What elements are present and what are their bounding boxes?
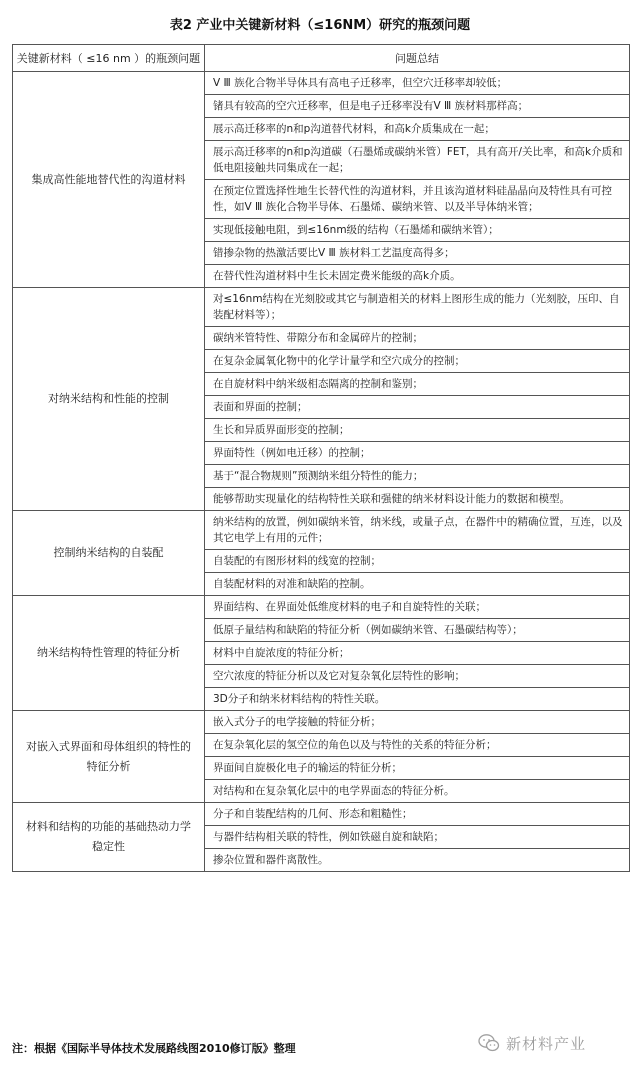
summary-cell: 在自旋材料中纳米级相态隔离的控制和鉴别； xyxy=(205,373,630,396)
summary-cell: 自装配的有图形材料的线宽的控制； xyxy=(205,550,630,573)
summary-cell: 锗具有较高的空穴迁移率，但是电子迁移率没有Ⅴ Ⅲ 族材料那样高； xyxy=(205,95,630,118)
summary-cell: 实现低接触电阻，到≤16nm级的结构（石墨烯和碳纳米管）； xyxy=(205,219,630,242)
table-title: 表2 产业中关键新材料（≤16NM）研究的瓶颈问题 xyxy=(169,18,471,33)
summary-cell: 展示高迁移率的n和p沟道碳（石墨烯或碳纳米管）FET，具有高开/关比率，和高k介质和低电阻接触共同集成在一起； xyxy=(205,141,630,180)
summary-cell: 材料中自旋浓度的特征分析； xyxy=(205,642,630,665)
summary-cell: 界面结构、在界面处低维度材料的电子和自旋特性的关联； xyxy=(205,596,630,619)
wechat-icon xyxy=(478,1033,500,1053)
category-cell: 集成高性能地替代性的沟道材料 xyxy=(13,72,205,288)
table-row xyxy=(13,72,630,95)
category-cell: 纳米结构特性管理的特征分析 xyxy=(13,596,205,711)
category-cell: 材料和结构的功能的基础热动力学稳定性 xyxy=(13,803,205,872)
header-col-summary: 问题总结 xyxy=(205,45,630,72)
summary-cell: 与器件结构相关联的特性，例如铁磁自旋和缺陷； xyxy=(205,826,630,849)
watermark xyxy=(478,1028,628,1058)
summary-cell: 在复杂氧化层的氢空位的角色以及与特性的关系的特征分析； xyxy=(205,734,630,757)
summary-cell: 基于“混合物规则”预测纳米组分特性的能力； xyxy=(205,465,630,488)
summary-cell: 在替代性沟道材料中生长未固定费米能级的高k介质。 xyxy=(205,265,630,288)
table-row xyxy=(13,288,630,327)
summary-cell: 低原子量结构和缺陷的特征分析（例如碳纳米管、石墨碳结构等）； xyxy=(205,619,630,642)
watermark-text: 新材料产业 xyxy=(506,1034,587,1053)
summary-cell: 界面特性（例如电迁移）的控制； xyxy=(205,442,630,465)
table-row xyxy=(13,711,630,734)
summary-cell: 掺杂位置和器件离散性。 xyxy=(205,849,630,872)
summary-cell: 自装配材料的对准和缺陷的控制。 xyxy=(205,573,630,596)
category-cell: 对嵌入式界面和母体组织的特性的特征分析 xyxy=(13,711,205,803)
summary-cell: 对≤16nm结构在光刻胶或其它与制造相关的材料上图形生成的能力（光刻胶，压印、自装配材料等）； xyxy=(205,288,630,327)
summary-cell: 在预定位置选择性地生长替代性的沟道材料，并且该沟道材料硅晶晶向及特性具有可控性，如Ⅴ Ⅲ 族化合物半导体、石墨烯、碳纳米管、以及半导体纳米管； xyxy=(205,180,630,219)
summary-cell: 对结构和在复杂氧化层中的电学界面态的特征分析。 xyxy=(205,780,630,803)
summary-cell: 嵌入式分子的电学接触的特征分析； xyxy=(205,711,630,734)
summary-cell: 生长和异质界面形变的控制； xyxy=(205,419,630,442)
header-col-bottleneck: 关键新材料（ ≤16 nm ）的瓶颈问题 xyxy=(13,45,205,72)
summary-cell: 表面和界面的控制； xyxy=(205,396,630,419)
category-cell: 对纳米结构和性能的控制 xyxy=(13,288,205,511)
footnote: 注：根据《国际半导体技术发展路线图2010修订版》整理 xyxy=(12,1042,296,1055)
summary-cell: 3D分子和纳米材料结构的特性关联。 xyxy=(205,688,630,711)
summary-cell: 错掺杂物的热激活要比Ⅴ Ⅲ 族材料工艺温度高得多； xyxy=(205,242,630,265)
category-cell: 控制纳米结构的自装配 xyxy=(13,511,205,596)
summary-cell: 展示高迁移率的n和p沟道替代材料，和高k介质集成在一起； xyxy=(205,118,630,141)
summary-cell: 在复杂金属氧化物中的化学计量学和空穴成分的控制； xyxy=(205,350,630,373)
table-row xyxy=(13,511,630,550)
table-row xyxy=(13,596,630,619)
bottleneck-table xyxy=(12,44,630,872)
summary-cell: 纳米结构的放置，例如碳纳米管，纳米线，或量子点，在器件中的精确位置，互连，以及其它电学上有用的元件； xyxy=(205,511,630,550)
summary-cell: 分子和自装配结构的几何、形态和粗糙性； xyxy=(205,803,630,826)
summary-cell: 空穴浓度的特征分析以及它对复杂氧化层特性的影响； xyxy=(205,665,630,688)
summary-cell: Ⅴ Ⅲ 族化合物半导体具有高电子迁移率，但空穴迁移率却较低； xyxy=(205,72,630,95)
table-header-row xyxy=(13,45,630,72)
summary-cell: 碳纳米管特性、带隙分布和金属碎片的控制； xyxy=(205,327,630,350)
summary-cell: 能够帮助实现量化的结构特性关联和强健的纳米材料设计能力的数据和模型。 xyxy=(205,488,630,511)
summary-cell: 界面间自旋极化电子的输运的特征分析； xyxy=(205,757,630,780)
table-row xyxy=(13,803,630,826)
